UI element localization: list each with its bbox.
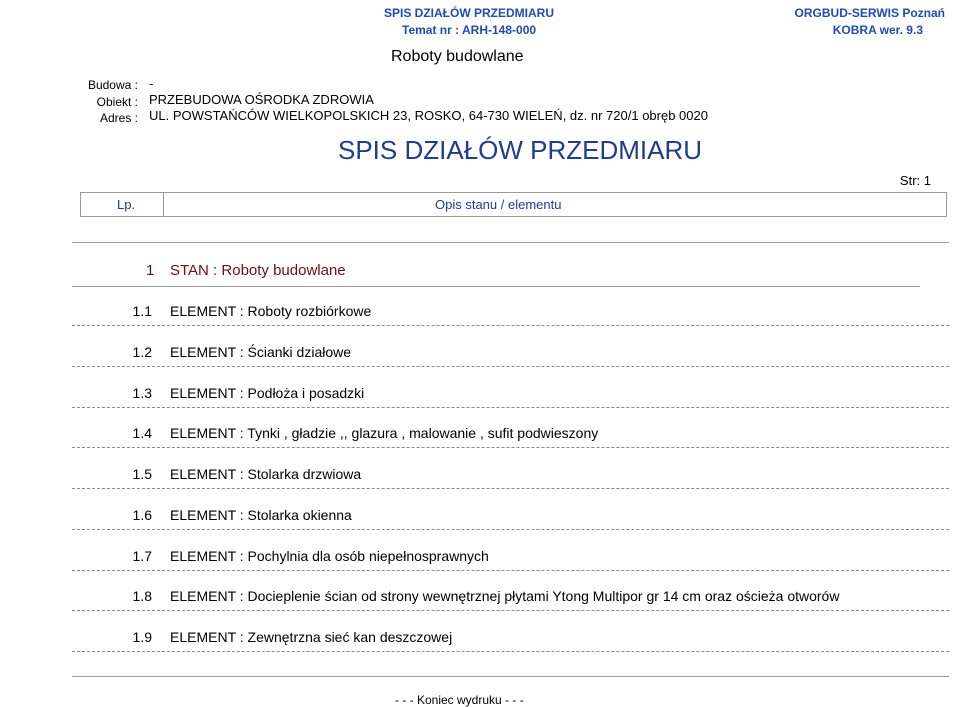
stan-number: 1 bbox=[146, 262, 155, 279]
table-header bbox=[80, 192, 947, 217]
row-dashed-separator bbox=[72, 366, 949, 367]
header-version: KOBRA wer. 9.3 bbox=[832, 23, 923, 37]
element-number: 1.4 bbox=[132, 425, 152, 441]
obiekt-value: PRZEBUDOWA OŚRODKA ZDROWIA bbox=[149, 92, 374, 107]
element-number: 1.9 bbox=[132, 629, 152, 645]
element-text: ELEMENT : Ścianki działowe bbox=[170, 344, 352, 360]
row-dashed-separator bbox=[72, 610, 949, 611]
element-number: 1.8 bbox=[132, 588, 152, 604]
header-temat: Temat nr : ARH-148-000 bbox=[402, 23, 537, 37]
page-number: Str: 1 bbox=[899, 173, 931, 188]
element-number: 1.6 bbox=[132, 507, 152, 523]
element-text: ELEMENT : Stolarka drzwiowa bbox=[170, 466, 362, 482]
stan-underline bbox=[72, 286, 920, 287]
column-divider bbox=[163, 193, 164, 216]
element-text: ELEMENT : Stolarka okienna bbox=[170, 507, 352, 523]
budowa-value: - bbox=[149, 76, 154, 91]
element-number: 1.7 bbox=[132, 548, 152, 564]
lp-header: Lp. bbox=[117, 197, 136, 212]
element-text: ELEMENT : Podłoża i posadzki bbox=[170, 385, 365, 401]
footer-text: - - - Koniec wydruku - - - bbox=[395, 693, 524, 707]
element-text: ELEMENT : Tynki , gładzie ,, glazura , malowanie , sufit podwieszony bbox=[170, 425, 599, 441]
row-dashed-separator bbox=[72, 447, 949, 448]
header-subtitle: Roboty budowlane bbox=[391, 48, 524, 65]
element-text: ELEMENT : Roboty rozbiórkowe bbox=[170, 303, 372, 319]
element-number: 1.1 bbox=[132, 303, 152, 319]
row-dashed-separator bbox=[72, 488, 949, 489]
obiekt-label: Obiekt : bbox=[96, 95, 138, 109]
row-dashed-separator bbox=[72, 325, 949, 326]
element-number: 1.3 bbox=[132, 385, 152, 401]
adres-value: UL. POWSTAŃCÓW WIELKOPOLSKICH 23, ROSKO, 64-730 WIELEŃ, dz. nr 720/1 obręb 0020 bbox=[149, 108, 708, 123]
element-text: ELEMENT : Pochylnia dla osób niepełnosprawnych bbox=[170, 548, 489, 564]
adres-label: Adres : bbox=[99, 111, 138, 125]
header-title: SPIS DZIAŁÓW PRZEDMIARU bbox=[384, 6, 554, 20]
header-company: ORGBUD-SERWIS Poznań bbox=[794, 6, 945, 20]
row-dashed-separator bbox=[72, 651, 949, 652]
bottom-separator bbox=[72, 676, 949, 677]
doc-title: SPIS DZIAŁÓW PRZEDMIARU bbox=[338, 135, 703, 165]
opis-header: Opis stanu / elementu bbox=[435, 197, 562, 212]
row-dashed-separator bbox=[72, 407, 949, 408]
row-dashed-separator bbox=[72, 570, 949, 571]
separator-line bbox=[72, 242, 949, 243]
element-text: ELEMENT : Zewnętrzna sieć kan deszczowej bbox=[170, 629, 453, 645]
budowa-label: Budowa : bbox=[87, 78, 138, 92]
stan-label: STAN : Roboty budowlane bbox=[170, 262, 346, 279]
element-number: 1.5 bbox=[132, 466, 152, 482]
element-text: ELEMENT : Docieplenie ścian od strony wewnętrznej płytami Ytong Multipor gr 14 cm oraz ościeża otworów bbox=[170, 588, 840, 604]
element-number: 1.2 bbox=[132, 344, 152, 360]
row-dashed-separator bbox=[72, 529, 949, 530]
